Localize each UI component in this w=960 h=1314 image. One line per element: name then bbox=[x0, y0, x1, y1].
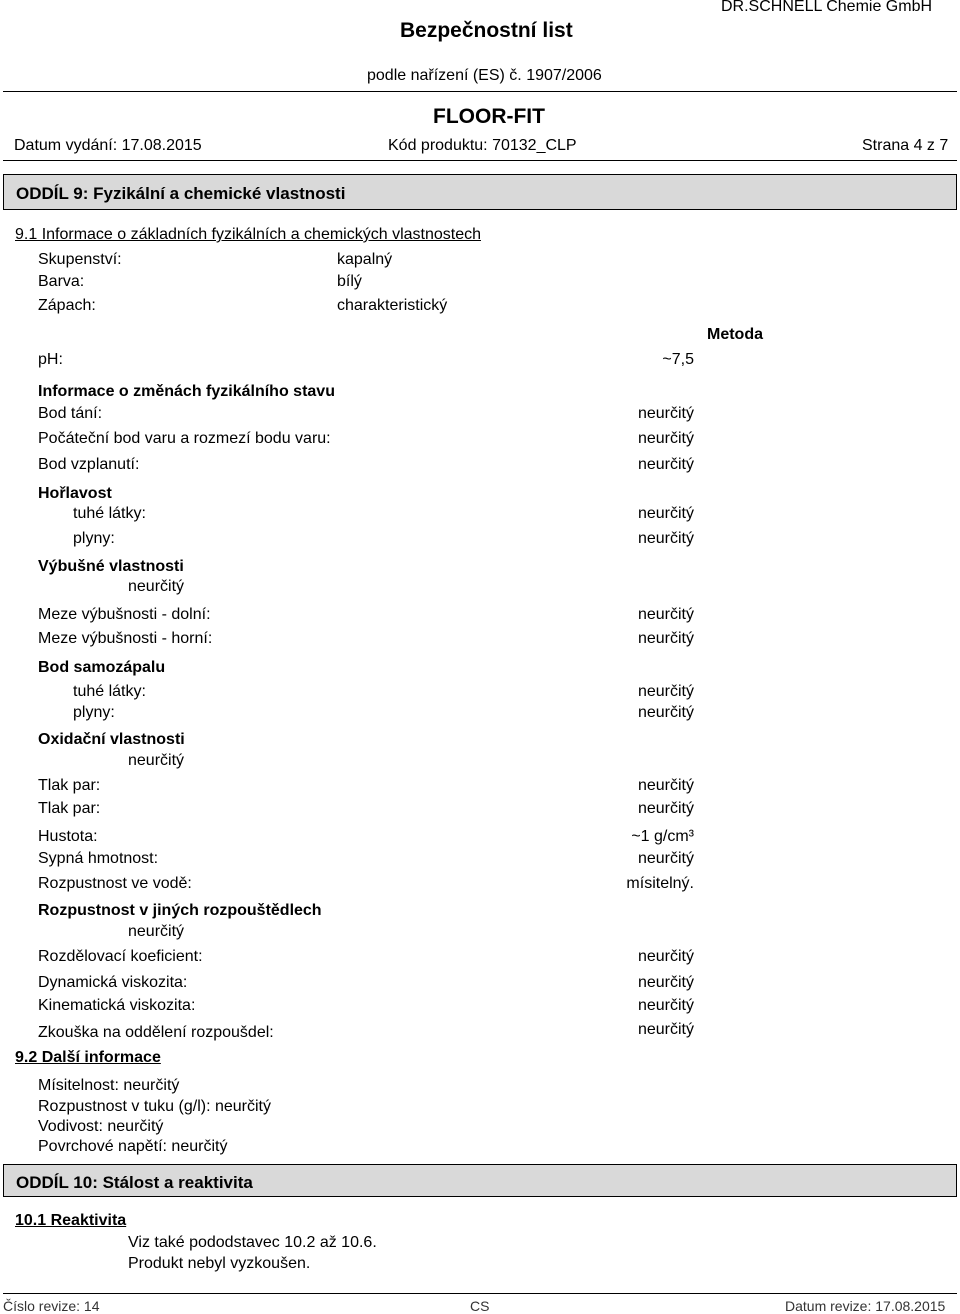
surface-tension-line: Povrchové napětí: neurčitý bbox=[38, 1138, 228, 1155]
flammability-solids-value: neurčitý bbox=[637, 505, 694, 522]
flash-point-label: Bod vzplanutí: bbox=[38, 456, 140, 473]
section10-heading-box bbox=[3, 1164, 957, 1197]
subsection-9-2-heading: 9.2 Další informace bbox=[15, 1049, 161, 1066]
footer-rule bbox=[3, 1293, 957, 1294]
other-solvents-heading: Rozpustnost v jiných rozpouštědlech bbox=[38, 902, 322, 919]
lower-explosion-limit-value: neurčitý bbox=[637, 606, 694, 623]
autoignition-gases-value: neurčitý bbox=[637, 704, 694, 721]
vapor-pressure-value-1: neurčitý bbox=[637, 777, 694, 794]
odor-value: charakteristický bbox=[337, 297, 448, 314]
miscibility-line: Mísitelnost: neurčitý bbox=[38, 1077, 180, 1094]
oxidizing-heading: Oxidační vlastnosti bbox=[38, 731, 185, 748]
header-bottom-rule bbox=[3, 160, 957, 161]
document-title: Bezpečnostní list bbox=[400, 19, 573, 42]
solvent-separation-label: Zkouška na oddělení rozpoušdel: bbox=[38, 1024, 274, 1041]
oxidizing-value: neurčitý bbox=[128, 752, 185, 769]
partition-coefficient-value: neurčitý bbox=[637, 948, 694, 965]
phase-change-heading: Informace o změnách fyzikálního stavu bbox=[38, 383, 335, 400]
dynamic-viscosity-value: neurčitý bbox=[637, 974, 694, 991]
flammability-gases-value: neurčitý bbox=[637, 530, 694, 547]
color-value: bílý bbox=[337, 273, 362, 290]
upper-explosion-limit-value: neurčitý bbox=[637, 630, 694, 647]
explosive-value: neurčitý bbox=[128, 578, 185, 595]
lower-explosion-limit-label: Meze výbušnosti - dolní: bbox=[38, 606, 211, 623]
melting-point-value: neurčitý bbox=[637, 405, 694, 422]
product-code: Kód produktu: 70132_CLP bbox=[388, 137, 577, 154]
melting-point-label: Bod tání: bbox=[38, 405, 103, 422]
subsection-10-1-heading: 10.1 Reaktivita bbox=[15, 1212, 127, 1229]
solvent-separation-value: neurčitý bbox=[637, 1021, 694, 1038]
autoignition-solids-value: neurčitý bbox=[637, 683, 694, 700]
vapor-pressure-label-1: Tlak par: bbox=[38, 777, 101, 794]
page-number: Strana 4 z 7 bbox=[862, 137, 949, 154]
conductivity-line: Vodivost: neurčitý bbox=[38, 1118, 164, 1135]
ph-value: ~7,5 bbox=[662, 351, 694, 368]
bulk-density-label: Sypná hmotnost: bbox=[38, 850, 159, 867]
water-solubility-value: mísitelný. bbox=[626, 875, 694, 892]
method-column-header: Metoda bbox=[707, 326, 763, 343]
revision-date: Datum revize: 17.08.2015 bbox=[785, 1298, 946, 1314]
dynamic-viscosity-label: Dynamická viskozita: bbox=[38, 974, 188, 991]
boiling-point-value: neurčitý bbox=[637, 430, 694, 447]
reactivity-line-2: Produkt nebyl vyzkoušen. bbox=[128, 1255, 311, 1272]
partition-coefficient-label: Rozdělovací koeficient: bbox=[38, 948, 203, 965]
issue-date: Datum vydání: 17.08.2015 bbox=[14, 137, 202, 154]
explosive-heading: Výbušné vlastnosti bbox=[38, 558, 184, 575]
density-value: ~1 g/cm³ bbox=[631, 828, 694, 845]
company-name: DR.SCHNELL Chemie GmbH bbox=[721, 0, 933, 15]
flammability-gases-label: plyny: bbox=[73, 530, 115, 547]
flammability-solids-label: tuhé látky: bbox=[73, 505, 146, 522]
flash-point-value: neurčitý bbox=[637, 456, 694, 473]
fat-solubility-line: Rozpustnost v tuku (g/l): neurčitý bbox=[38, 1098, 271, 1115]
water-solubility-label: Rozpustnost ve vodě: bbox=[38, 875, 192, 892]
section10-heading: ODDÍL 10: Stálost a reaktivita bbox=[16, 1173, 253, 1192]
ph-label: pH: bbox=[38, 351, 63, 368]
language-code: CS bbox=[470, 1298, 490, 1314]
kinematic-viscosity-label: Kinematická viskozita: bbox=[38, 997, 196, 1014]
autoignition-heading: Bod samozápalu bbox=[38, 659, 166, 676]
state-label: Skupenství: bbox=[38, 251, 122, 268]
subsection-9-1-heading: 9.1 Informace o základních fyzikálních a chemických vlastnostech bbox=[15, 226, 481, 243]
boiling-point-label: Počáteční bod varu a rozmezí bodu varu: bbox=[38, 430, 331, 447]
regulation-text: podle nařízení (ES) č. 1907/2006 bbox=[367, 67, 602, 84]
flammability-heading: Hořlavost bbox=[38, 485, 112, 502]
reactivity-line-1: Viz také pododstavec 10.2 až 10.6. bbox=[128, 1234, 377, 1251]
section9-heading-box bbox=[3, 174, 957, 210]
odor-label: Zápach: bbox=[38, 297, 96, 314]
section9-heading: ODDÍL 9: Fyzikální a chemické vlastnosti bbox=[16, 184, 346, 203]
color-label: Barva: bbox=[38, 273, 85, 290]
vapor-pressure-label-2: Tlak par: bbox=[38, 800, 101, 817]
vapor-pressure-value-2: neurčitý bbox=[637, 800, 694, 817]
other-solvents-value: neurčitý bbox=[128, 923, 185, 940]
density-label: Hustota: bbox=[38, 828, 98, 845]
upper-explosion-limit-label: Meze výbušnosti - horní: bbox=[38, 630, 213, 647]
state-value: kapalný bbox=[337, 251, 393, 268]
product-name: FLOOR-FIT bbox=[433, 105, 545, 128]
autoignition-solids-label: tuhé látky: bbox=[73, 683, 146, 700]
kinematic-viscosity-value: neurčitý bbox=[637, 997, 694, 1014]
revision-number: Číslo revize: 14 bbox=[3, 1298, 100, 1314]
bulk-density-value: neurčitý bbox=[637, 850, 694, 867]
header-top-rule bbox=[3, 91, 957, 92]
autoignition-gases-label: plyny: bbox=[73, 704, 115, 721]
